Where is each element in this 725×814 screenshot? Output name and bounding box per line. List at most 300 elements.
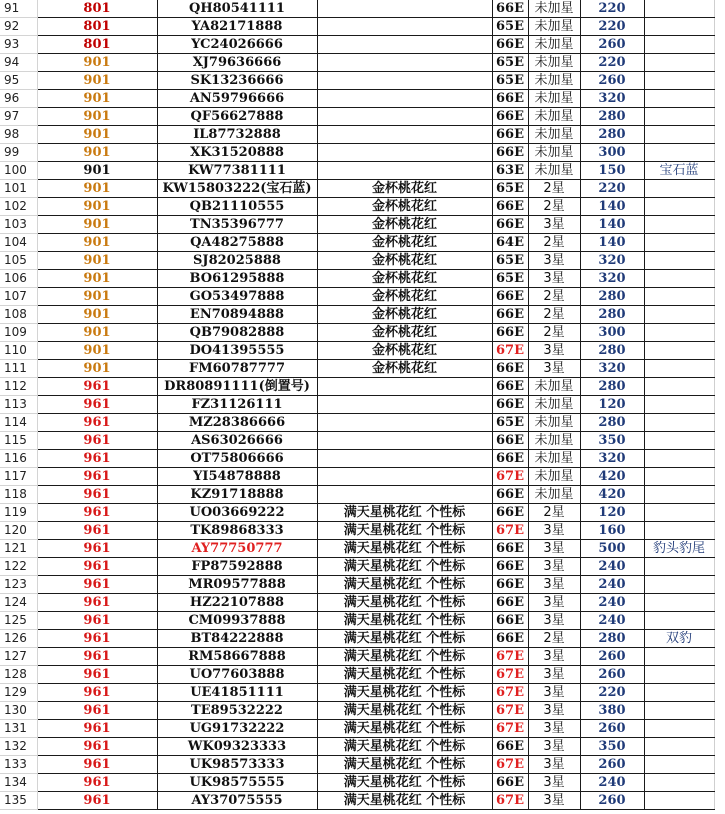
prefix-cell[interactable]: 901 xyxy=(37,54,157,72)
plate-number-cell[interactable]: TN35396777 xyxy=(157,216,317,234)
note-cell[interactable] xyxy=(644,360,714,378)
note-cell[interactable]: 豹头豹尾 xyxy=(644,540,714,558)
prefix-cell[interactable]: 901 xyxy=(37,144,157,162)
score-cell[interactable]: 66E xyxy=(492,288,528,306)
row-number-cell[interactable]: 120 xyxy=(0,522,37,540)
price-cell[interactable]: 260 xyxy=(580,792,644,810)
price-cell[interactable]: 220 xyxy=(580,684,644,702)
plate-number-cell[interactable]: YC24026666 xyxy=(157,36,317,54)
description-cell[interactable] xyxy=(317,378,492,396)
row-number-cell[interactable]: 117 xyxy=(0,468,37,486)
description-cell[interactable]: 满天星桃花红 个性标 xyxy=(317,648,492,666)
price-cell[interactable]: 320 xyxy=(580,450,644,468)
row-number-cell[interactable]: 101 xyxy=(0,180,37,198)
prefix-cell[interactable]: 801 xyxy=(37,18,157,36)
note-cell[interactable] xyxy=(644,648,714,666)
row-number-cell[interactable]: 116 xyxy=(0,450,37,468)
description-cell[interactable] xyxy=(317,432,492,450)
prefix-cell[interactable]: 961 xyxy=(37,630,157,648)
prefix-cell[interactable]: 961 xyxy=(37,558,157,576)
price-cell[interactable]: 240 xyxy=(580,576,644,594)
price-cell[interactable]: 280 xyxy=(580,342,644,360)
price-cell[interactable]: 140 xyxy=(580,216,644,234)
star-cell[interactable]: 未加星 xyxy=(528,432,580,450)
prefix-cell[interactable]: 961 xyxy=(37,486,157,504)
star-cell[interactable]: 3星 xyxy=(528,576,580,594)
description-cell[interactable]: 满天星桃花红 个性标 xyxy=(317,522,492,540)
score-cell[interactable]: 66E xyxy=(492,216,528,234)
plate-number-cell[interactable]: XJ79636666 xyxy=(157,54,317,72)
prefix-cell[interactable]: 961 xyxy=(37,504,157,522)
note-cell[interactable] xyxy=(644,522,714,540)
note-cell[interactable] xyxy=(644,504,714,522)
description-cell[interactable] xyxy=(317,486,492,504)
plate-number-cell[interactable]: UG91732222 xyxy=(157,720,317,738)
description-cell[interactable] xyxy=(317,396,492,414)
note-cell[interactable] xyxy=(644,450,714,468)
plate-number-cell[interactable]: KW77381111 xyxy=(157,162,317,180)
price-cell[interactable]: 420 xyxy=(580,468,644,486)
note-cell[interactable] xyxy=(644,378,714,396)
score-cell[interactable]: 65E xyxy=(492,270,528,288)
star-cell[interactable]: 未加星 xyxy=(528,486,580,504)
note-cell[interactable] xyxy=(644,324,714,342)
star-cell[interactable]: 未加星 xyxy=(528,108,580,126)
plate-number-cell[interactable]: BO61295888 xyxy=(157,270,317,288)
plate-number-cell[interactable]: UK98575555 xyxy=(157,774,317,792)
star-cell[interactable]: 3星 xyxy=(528,522,580,540)
row-number-cell[interactable]: 119 xyxy=(0,504,37,522)
note-cell[interactable] xyxy=(644,432,714,450)
prefix-cell[interactable]: 961 xyxy=(37,576,157,594)
score-cell[interactable]: 66E xyxy=(492,504,528,522)
plate-number-cell[interactable]: CM09937888 xyxy=(157,612,317,630)
star-cell[interactable]: 3星 xyxy=(528,342,580,360)
plate-number-cell[interactable]: XK31520888 xyxy=(157,144,317,162)
description-cell[interactable]: 满天星桃花红 个性标 xyxy=(317,612,492,630)
plate-number-cell[interactable]: AY37075555 xyxy=(157,792,317,810)
score-cell[interactable]: 66E xyxy=(492,450,528,468)
description-cell[interactable]: 金杯桃花红 xyxy=(317,216,492,234)
score-cell[interactable]: 66E xyxy=(492,558,528,576)
description-cell[interactable]: 满天星桃花红 个性标 xyxy=(317,702,492,720)
star-cell[interactable]: 3星 xyxy=(528,702,580,720)
prefix-cell[interactable]: 961 xyxy=(37,432,157,450)
prefix-cell[interactable]: 901 xyxy=(37,162,157,180)
prefix-cell[interactable]: 901 xyxy=(37,342,157,360)
note-cell[interactable] xyxy=(644,342,714,360)
row-number-cell[interactable]: 102 xyxy=(0,198,37,216)
star-cell[interactable]: 未加星 xyxy=(528,468,580,486)
plate-number-cell[interactable]: TE89532222 xyxy=(157,702,317,720)
note-cell[interactable] xyxy=(644,234,714,252)
prefix-cell[interactable]: 901 xyxy=(37,324,157,342)
note-cell[interactable] xyxy=(644,612,714,630)
price-cell[interactable]: 380 xyxy=(580,702,644,720)
price-cell[interactable]: 280 xyxy=(580,108,644,126)
prefix-cell[interactable]: 901 xyxy=(37,90,157,108)
description-cell[interactable] xyxy=(317,450,492,468)
plate-number-cell[interactable]: RM58667888 xyxy=(157,648,317,666)
star-cell[interactable]: 3星 xyxy=(528,738,580,756)
prefix-cell[interactable]: 901 xyxy=(37,252,157,270)
row-number-cell[interactable]: 92 xyxy=(0,18,37,36)
prefix-cell[interactable]: 961 xyxy=(37,648,157,666)
price-cell[interactable]: 220 xyxy=(580,54,644,72)
prefix-cell[interactable]: 901 xyxy=(37,270,157,288)
note-cell[interactable] xyxy=(644,414,714,432)
star-cell[interactable]: 2星 xyxy=(528,306,580,324)
price-cell[interactable]: 240 xyxy=(580,612,644,630)
price-cell[interactable]: 320 xyxy=(580,90,644,108)
price-cell[interactable]: 280 xyxy=(580,414,644,432)
row-number-cell[interactable]: 127 xyxy=(0,648,37,666)
prefix-cell[interactable]: 901 xyxy=(37,216,157,234)
price-cell[interactable]: 120 xyxy=(580,504,644,522)
score-cell[interactable]: 67E xyxy=(492,648,528,666)
description-cell[interactable] xyxy=(317,162,492,180)
description-cell[interactable] xyxy=(317,468,492,486)
plate-number-cell[interactable]: YA82171888 xyxy=(157,18,317,36)
note-cell[interactable] xyxy=(644,702,714,720)
note-cell[interactable] xyxy=(644,180,714,198)
prefix-cell[interactable]: 961 xyxy=(37,540,157,558)
plate-number-cell[interactable]: MZ28386666 xyxy=(157,414,317,432)
prefix-cell[interactable]: 961 xyxy=(37,396,157,414)
score-cell[interactable]: 66E xyxy=(492,198,528,216)
score-cell[interactable]: 66E xyxy=(492,540,528,558)
prefix-cell[interactable]: 901 xyxy=(37,198,157,216)
row-number-cell[interactable]: 107 xyxy=(0,288,37,306)
note-cell[interactable] xyxy=(644,126,714,144)
note-cell[interactable] xyxy=(644,594,714,612)
score-cell[interactable]: 66E xyxy=(492,306,528,324)
description-cell[interactable] xyxy=(317,108,492,126)
row-number-cell[interactable]: 91 xyxy=(0,0,37,18)
star-cell[interactable]: 3星 xyxy=(528,594,580,612)
row-number-cell[interactable]: 115 xyxy=(0,432,37,450)
prefix-cell[interactable]: 961 xyxy=(37,594,157,612)
description-cell[interactable]: 满天星桃花红 个性标 xyxy=(317,504,492,522)
price-cell[interactable]: 280 xyxy=(580,288,644,306)
row-number-cell[interactable]: 108 xyxy=(0,306,37,324)
row-number-cell[interactable]: 128 xyxy=(0,666,37,684)
row-number-cell[interactable]: 105 xyxy=(0,252,37,270)
prefix-cell[interactable]: 961 xyxy=(37,468,157,486)
note-cell[interactable] xyxy=(644,468,714,486)
prefix-cell[interactable]: 801 xyxy=(37,0,157,18)
description-cell[interactable]: 金杯桃花红 xyxy=(317,360,492,378)
description-cell[interactable]: 金杯桃花红 xyxy=(317,288,492,306)
plate-number-cell[interactable]: FP87592888 xyxy=(157,558,317,576)
prefix-cell[interactable]: 961 xyxy=(37,702,157,720)
plate-number-cell[interactable]: TK89868333 xyxy=(157,522,317,540)
prefix-cell[interactable]: 961 xyxy=(37,756,157,774)
row-number-cell[interactable]: 129 xyxy=(0,684,37,702)
star-cell[interactable]: 未加星 xyxy=(528,414,580,432)
prefix-cell[interactable]: 961 xyxy=(37,774,157,792)
row-number-cell[interactable]: 123 xyxy=(0,576,37,594)
plate-number-cell[interactable]: YI54878888 xyxy=(157,468,317,486)
score-cell[interactable]: 67E xyxy=(492,342,528,360)
row-number-cell[interactable]: 96 xyxy=(0,90,37,108)
row-number-cell[interactable]: 98 xyxy=(0,126,37,144)
description-cell[interactable]: 满天星桃花红 个性标 xyxy=(317,738,492,756)
row-number-cell[interactable]: 121 xyxy=(0,540,37,558)
description-cell[interactable]: 满天星桃花红 个性标 xyxy=(317,594,492,612)
price-cell[interactable]: 140 xyxy=(580,198,644,216)
score-cell[interactable]: 66E xyxy=(492,486,528,504)
prefix-cell[interactable]: 961 xyxy=(37,612,157,630)
score-cell[interactable]: 67E xyxy=(492,702,528,720)
price-cell[interactable]: 240 xyxy=(580,558,644,576)
star-cell[interactable]: 未加星 xyxy=(528,378,580,396)
price-cell[interactable]: 280 xyxy=(580,306,644,324)
plate-number-cell[interactable]: UE41851111 xyxy=(157,684,317,702)
prefix-cell[interactable]: 901 xyxy=(37,288,157,306)
price-cell[interactable]: 260 xyxy=(580,36,644,54)
description-cell[interactable]: 满天星桃花红 个性标 xyxy=(317,774,492,792)
note-cell[interactable] xyxy=(644,486,714,504)
plate-number-cell[interactable]: AS63026666 xyxy=(157,432,317,450)
star-cell[interactable]: 未加星 xyxy=(528,90,580,108)
plate-number-cell[interactable]: DO41395555 xyxy=(157,342,317,360)
description-cell[interactable]: 金杯桃花红 xyxy=(317,270,492,288)
score-cell[interactable]: 65E xyxy=(492,54,528,72)
row-number-cell[interactable]: 113 xyxy=(0,396,37,414)
star-cell[interactable]: 未加星 xyxy=(528,126,580,144)
price-cell[interactable]: 280 xyxy=(580,126,644,144)
description-cell[interactable]: 金杯桃花红 xyxy=(317,306,492,324)
note-cell[interactable] xyxy=(644,108,714,126)
row-number-cell[interactable]: 131 xyxy=(0,720,37,738)
description-cell[interactable] xyxy=(317,414,492,432)
prefix-cell[interactable]: 901 xyxy=(37,108,157,126)
score-cell[interactable]: 63E xyxy=(492,162,528,180)
star-cell[interactable]: 未加星 xyxy=(528,162,580,180)
prefix-cell[interactable]: 961 xyxy=(37,414,157,432)
plate-number-cell[interactable]: QH80541111 xyxy=(157,0,317,18)
note-cell[interactable] xyxy=(644,144,714,162)
prefix-cell[interactable]: 961 xyxy=(37,792,157,810)
row-number-cell[interactable]: 97 xyxy=(0,108,37,126)
star-cell[interactable]: 3星 xyxy=(528,720,580,738)
note-cell[interactable] xyxy=(644,198,714,216)
score-cell[interactable]: 65E xyxy=(492,72,528,90)
description-cell[interactable]: 满天星桃花红 个性标 xyxy=(317,684,492,702)
prefix-cell[interactable]: 961 xyxy=(37,666,157,684)
note-cell[interactable]: 双豹 xyxy=(644,630,714,648)
note-cell[interactable] xyxy=(644,72,714,90)
prefix-cell[interactable]: 901 xyxy=(37,126,157,144)
price-cell[interactable]: 300 xyxy=(580,144,644,162)
price-cell[interactable]: 240 xyxy=(580,774,644,792)
row-number-cell[interactable]: 103 xyxy=(0,216,37,234)
note-cell[interactable] xyxy=(644,774,714,792)
description-cell[interactable] xyxy=(317,0,492,18)
star-cell[interactable]: 3星 xyxy=(528,792,580,810)
row-number-cell[interactable]: 99 xyxy=(0,144,37,162)
row-number-cell[interactable]: 130 xyxy=(0,702,37,720)
score-cell[interactable]: 66E xyxy=(492,144,528,162)
plate-number-cell[interactable]: KZ91718888 xyxy=(157,486,317,504)
row-number-cell[interactable]: 110 xyxy=(0,342,37,360)
description-cell[interactable]: 满天星桃花红 个性标 xyxy=(317,540,492,558)
score-cell[interactable]: 67E xyxy=(492,684,528,702)
star-cell[interactable]: 2星 xyxy=(528,288,580,306)
price-cell[interactable]: 320 xyxy=(580,360,644,378)
star-cell[interactable]: 3星 xyxy=(528,270,580,288)
note-cell[interactable] xyxy=(644,306,714,324)
prefix-cell[interactable]: 801 xyxy=(37,36,157,54)
note-cell[interactable] xyxy=(644,576,714,594)
score-cell[interactable]: 66E xyxy=(492,576,528,594)
row-number-cell[interactable]: 106 xyxy=(0,270,37,288)
star-cell[interactable]: 2星 xyxy=(528,630,580,648)
description-cell[interactable] xyxy=(317,126,492,144)
prefix-cell[interactable]: 961 xyxy=(37,720,157,738)
score-cell[interactable]: 66E xyxy=(492,378,528,396)
star-cell[interactable]: 3星 xyxy=(528,540,580,558)
prefix-cell[interactable]: 901 xyxy=(37,72,157,90)
plate-number-cell[interactable]: MR09577888 xyxy=(157,576,317,594)
score-cell[interactable]: 66E xyxy=(492,774,528,792)
price-cell[interactable]: 260 xyxy=(580,648,644,666)
star-cell[interactable]: 2星 xyxy=(528,504,580,522)
star-cell[interactable]: 3星 xyxy=(528,774,580,792)
note-cell[interactable] xyxy=(644,288,714,306)
star-cell[interactable]: 未加星 xyxy=(528,396,580,414)
note-cell[interactable] xyxy=(644,252,714,270)
row-number-cell[interactable]: 134 xyxy=(0,774,37,792)
prefix-cell[interactable]: 961 xyxy=(37,378,157,396)
row-number-cell[interactable]: 125 xyxy=(0,612,37,630)
score-cell[interactable]: 66E xyxy=(492,738,528,756)
row-number-cell[interactable]: 118 xyxy=(0,486,37,504)
star-cell[interactable]: 2星 xyxy=(528,180,580,198)
plate-number-cell[interactable]: QB21110555 xyxy=(157,198,317,216)
plate-number-cell[interactable]: SJ82025888 xyxy=(157,252,317,270)
description-cell[interactable]: 满天星桃花红 个性标 xyxy=(317,792,492,810)
star-cell[interactable]: 未加星 xyxy=(528,72,580,90)
description-cell[interactable] xyxy=(317,36,492,54)
score-cell[interactable]: 66E xyxy=(492,90,528,108)
row-number-cell[interactable]: 93 xyxy=(0,36,37,54)
star-cell[interactable]: 3星 xyxy=(528,252,580,270)
price-cell[interactable]: 420 xyxy=(580,486,644,504)
prefix-cell[interactable]: 961 xyxy=(37,522,157,540)
row-number-cell[interactable]: 94 xyxy=(0,54,37,72)
score-cell[interactable]: 66E xyxy=(492,432,528,450)
prefix-cell[interactable]: 961 xyxy=(37,738,157,756)
plate-number-cell[interactable]: FZ31126111 xyxy=(157,396,317,414)
description-cell[interactable] xyxy=(317,54,492,72)
star-cell[interactable]: 3星 xyxy=(528,756,580,774)
note-cell[interactable] xyxy=(644,54,714,72)
description-cell[interactable]: 满天星桃花红 个性标 xyxy=(317,720,492,738)
price-cell[interactable]: 240 xyxy=(580,594,644,612)
row-number-cell[interactable]: 133 xyxy=(0,756,37,774)
prefix-cell[interactable]: 901 xyxy=(37,360,157,378)
score-cell[interactable]: 65E xyxy=(492,414,528,432)
score-cell[interactable]: 66E xyxy=(492,396,528,414)
price-cell[interactable]: 260 xyxy=(580,720,644,738)
score-cell[interactable]: 66E xyxy=(492,108,528,126)
plate-number-cell[interactable]: OT75806666 xyxy=(157,450,317,468)
score-cell[interactable]: 66E xyxy=(492,324,528,342)
plate-number-cell[interactable]: QB79082888 xyxy=(157,324,317,342)
description-cell[interactable]: 金杯桃花红 xyxy=(317,198,492,216)
plate-number-cell[interactable]: FM60787777 xyxy=(157,360,317,378)
price-cell[interactable]: 350 xyxy=(580,738,644,756)
price-cell[interactable]: 320 xyxy=(580,270,644,288)
prefix-cell[interactable]: 961 xyxy=(37,450,157,468)
price-cell[interactable]: 260 xyxy=(580,72,644,90)
description-cell[interactable]: 金杯桃花红 xyxy=(317,180,492,198)
note-cell[interactable] xyxy=(644,0,714,18)
plate-number-cell[interactable]: DR80891111(倒置号) xyxy=(157,378,317,396)
score-cell[interactable]: 66E xyxy=(492,612,528,630)
description-cell[interactable]: 金杯桃花红 xyxy=(317,324,492,342)
plate-number-cell[interactable]: KW15803222(宝石蓝) xyxy=(157,180,317,198)
star-cell[interactable]: 3星 xyxy=(528,360,580,378)
note-cell[interactable] xyxy=(644,720,714,738)
description-cell[interactable]: 满天星桃花红 个性标 xyxy=(317,756,492,774)
score-cell[interactable]: 67E xyxy=(492,756,528,774)
description-cell[interactable]: 金杯桃花红 xyxy=(317,252,492,270)
score-cell[interactable]: 67E xyxy=(492,792,528,810)
plate-number-cell[interactable]: QF56627888 xyxy=(157,108,317,126)
note-cell[interactable]: 宝石蓝 xyxy=(644,162,714,180)
score-cell[interactable]: 65E xyxy=(492,18,528,36)
plate-number-cell[interactable]: QA48275888 xyxy=(157,234,317,252)
price-cell[interactable]: 280 xyxy=(580,378,644,396)
score-cell[interactable]: 65E xyxy=(492,180,528,198)
plate-number-cell[interactable]: IL87732888 xyxy=(157,126,317,144)
star-cell[interactable]: 2星 xyxy=(528,324,580,342)
price-cell[interactable]: 120 xyxy=(580,396,644,414)
row-number-cell[interactable]: 124 xyxy=(0,594,37,612)
note-cell[interactable] xyxy=(644,666,714,684)
plate-number-cell[interactable]: UO77603888 xyxy=(157,666,317,684)
price-cell[interactable]: 500 xyxy=(580,540,644,558)
star-cell[interactable]: 3星 xyxy=(528,216,580,234)
description-cell[interactable] xyxy=(317,144,492,162)
prefix-cell[interactable]: 901 xyxy=(37,306,157,324)
row-number-cell[interactable]: 126 xyxy=(0,630,37,648)
row-number-cell[interactable]: 100 xyxy=(0,162,37,180)
star-cell[interactable]: 未加星 xyxy=(528,0,580,18)
description-cell[interactable]: 满天星桃花红 个性标 xyxy=(317,576,492,594)
note-cell[interactable] xyxy=(644,396,714,414)
plate-number-cell[interactable]: HZ22107888 xyxy=(157,594,317,612)
prefix-cell[interactable]: 961 xyxy=(37,684,157,702)
description-cell[interactable] xyxy=(317,18,492,36)
score-cell[interactable]: 66E xyxy=(492,630,528,648)
description-cell[interactable] xyxy=(317,72,492,90)
plate-number-cell[interactable]: AN59796666 xyxy=(157,90,317,108)
description-cell[interactable]: 满天星桃花红 个性标 xyxy=(317,630,492,648)
price-cell[interactable]: 350 xyxy=(580,432,644,450)
score-cell[interactable]: 67E xyxy=(492,720,528,738)
price-cell[interactable]: 260 xyxy=(580,666,644,684)
price-cell[interactable]: 140 xyxy=(580,234,644,252)
row-number-cell[interactable]: 132 xyxy=(0,738,37,756)
star-cell[interactable]: 未加星 xyxy=(528,54,580,72)
star-cell[interactable]: 3星 xyxy=(528,684,580,702)
plate-number-cell[interactable]: EN70894888 xyxy=(157,306,317,324)
note-cell[interactable] xyxy=(644,36,714,54)
